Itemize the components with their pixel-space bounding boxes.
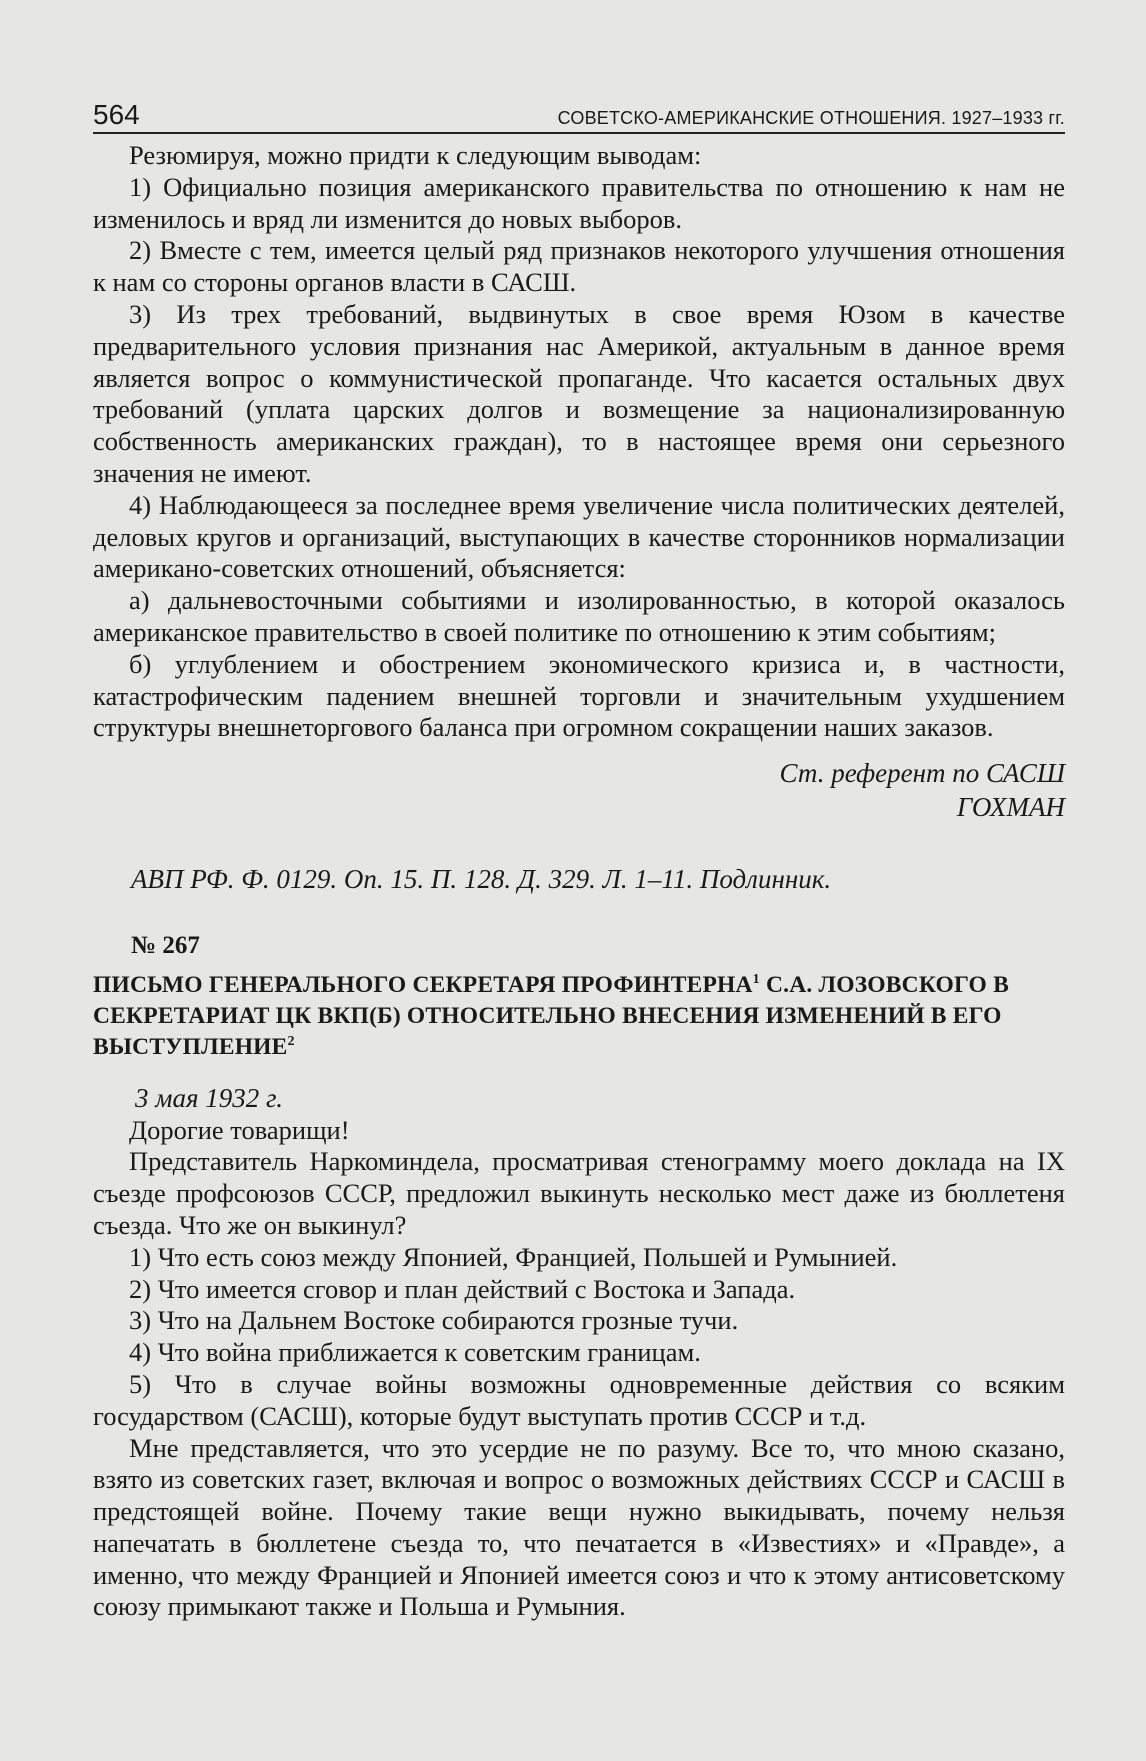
- document-title: [93, 970, 1065, 1063]
- footnote-ref-2[interactable]: 2: [287, 1033, 295, 1049]
- greeting: Дорогие товарищи!: [129, 1114, 350, 1145]
- page-number: 564: [93, 99, 140, 130]
- doc266-paragraph-summary: Резюмируя, можно придти к следующим выводам:: [129, 140, 702, 170]
- archive-reference: АВП РФ. Ф. 0129. Оп. 15. П. 128. Д. 329. Л. 1–11. Подлинник.: [131, 864, 832, 895]
- doc267-paragraph-2: Мне представляется, что это усердие не по разуму. Все то, что мною сказано, взято из советских газет, включая и вопрос о возможных действиях СССР и САСШ в предстоящей войне. Почему такие вещи нужно выкидывать, почему нельзя напечатать в бюллетене съезда то, что печатается в «Известиях» и «Правде», а именно, что между Францией и Японией имеется союз и что к этому антисоветскому союзу примыкают также и Польша и Румыния.: [93, 1432, 1065, 1622]
- doc266-paragraph-3: 3) Из трех требований, выдвинутых в свое время Юзом в качестве предварительного условия признания нас Америкой, актуальным в данное время является вопрос о коммунистической пропаганде. Что касается остальных двух требований (уплата царских долгов и возмещение за национализированную собственность американских граждан), то в настоящее время они серьезного значения не имеют.: [93, 298, 1065, 488]
- running-title: СОВЕТСКО-АМЕРИКАНСКИЕ ОТНОШЕНИЯ. 1927–1933 гг.: [557, 108, 1065, 128]
- signature-name: ГОХМАН: [956, 792, 1065, 823]
- list-item: 2) Что имеется сговор и план действий с Востока и Запада.: [129, 1273, 796, 1304]
- page-header: [93, 98, 1065, 134]
- doc266-paragraph-2: 2) Вместе с тем, имеется целый ряд признаков некоторого улучшения отношения к нам со стороны органов власти в САСШ.: [93, 235, 1065, 298]
- signature-title: Ст. референт по САСШ: [779, 758, 1065, 789]
- document-title-part-b: С.А. ЛОЗОВСКОГО В СЕКРЕТАРИАТ ЦК ВКП(Б) ОТНОСИТЕЛЬНО ВНЕСЕНИЯ ИЗМЕНЕНИЙ В ЕГО ВЫСТУПЛЕНИЕ: [93, 971, 1009, 1060]
- list-item: 4) Что война приближается к советским границам.: [129, 1337, 701, 1368]
- page-body: [93, 140, 1065, 1623]
- footnote-ref-1[interactable]: 1: [752, 971, 760, 987]
- doc267-paragraph-1: Представитель Наркоминдела, просматривая стенограмму моего доклада на IX съезде профсоюзов СССР, предложил выкинуть несколько мест даже из бюллетеня съезда. Что же он выкинул?: [93, 1146, 1065, 1240]
- document-number: № 267: [131, 931, 200, 959]
- list-item: 5) Что в случае войны возможны одновременные действия со всяким государством (САСШ), которые будут выступать против СССР и т.д.: [93, 1368, 1065, 1431]
- list-item: 3) Что на Дальнем Востоке собираются грозные тучи.: [129, 1305, 739, 1336]
- doc266-paragraph-b: б) углублением и обострением экономического кризиса и, в частности, катастрофическим падением внешней торговли и значительным ухудшением структуры внешнеторгового баланса при огромном сокращении наших заказов.: [93, 648, 1065, 743]
- document-date: 3 мая 1932 г.: [135, 1082, 283, 1113]
- doc266-paragraph-1: 1) Официально позиция американского правительства по отношению к нам не изменилось и вряд ли изменится до новых выборов.: [93, 171, 1065, 234]
- document-title-part-a: ПИСЬМО ГЕНЕРАЛЬНОГО СЕКРЕТАРЯ ПРОФИНТЕРНА: [93, 971, 753, 998]
- doc266-paragraph-4: 4) Наблюдающееся за последнее время увеличение числа политических деятелей, деловых кругов и организаций, выступающих в качестве сторонников нормализации американо-советских отношений, объясняется:: [93, 489, 1065, 584]
- doc266-paragraph-a: а) дальневосточными событиями и изолированностью, в которой оказалось американское правительство в своей политике по отношению к этим событиям;: [93, 585, 1065, 647]
- list-item: 1) Что есть союз между Японией, Францией, Польшей и Румынией.: [129, 1241, 898, 1272]
